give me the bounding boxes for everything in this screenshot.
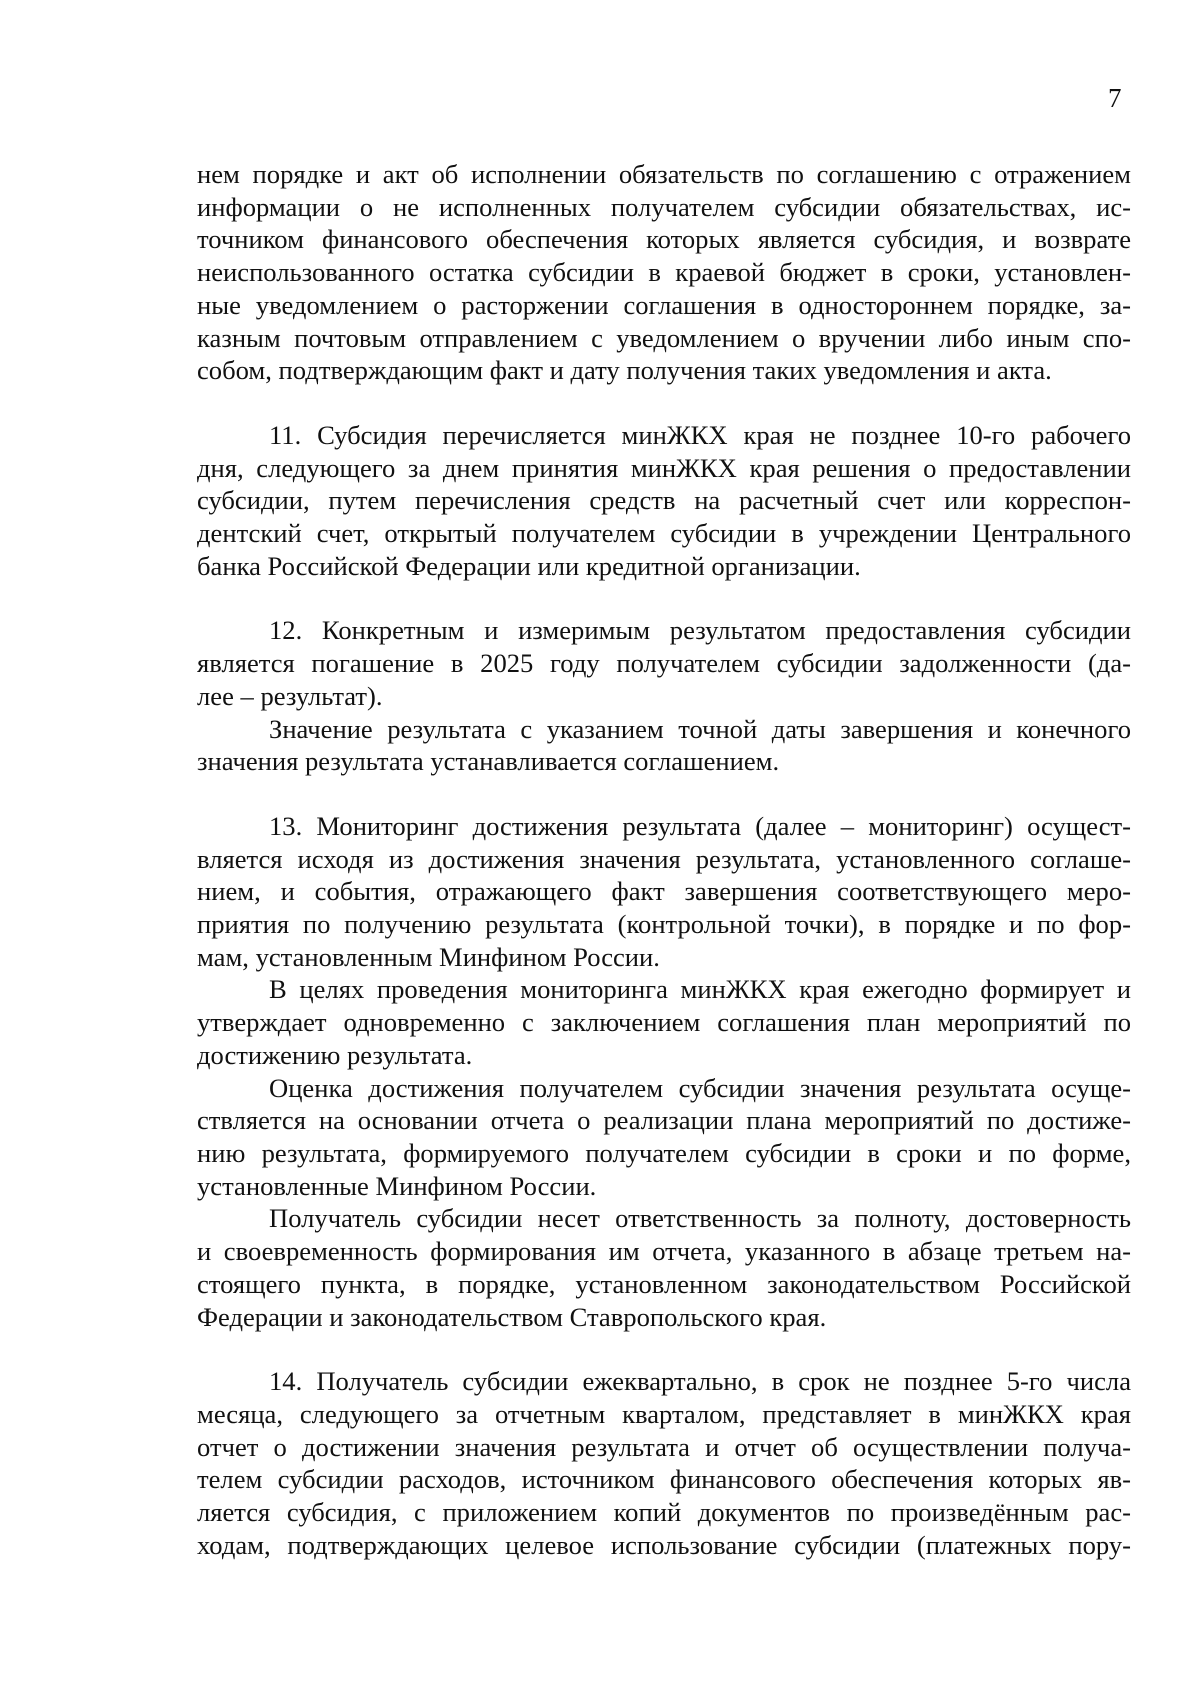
paragraph: [197, 713, 1131, 778]
text-line: В целях проведения мониторинга минЖКХ края ежегодно формирует и: [269, 974, 1131, 1005]
text-line: лее – результат).: [197, 680, 383, 711]
paragraph: [197, 158, 1131, 387]
text-line: нием, и события, отражающего факт завершения соответствующего меро-: [197, 876, 1131, 907]
text-line: месяца, следующего за отчетным кварталом, представляет в минЖКХ края: [197, 1398, 1131, 1429]
text-line: Получатель субсидии несет ответственность за полноту, достоверность: [269, 1203, 1131, 1234]
text-line: неиспользованного остатка субсидии в краевой бюджет в сроки, установлен-: [197, 257, 1131, 288]
text-line: Оценка достижения получателем субсидии значения результата осуще-: [269, 1072, 1131, 1103]
text-line: установленные Минфином России.: [197, 1170, 597, 1201]
text-line: значения результата устанавливается соглашением.: [197, 746, 780, 777]
paragraph: [197, 419, 1131, 583]
text-line: 14. Получатель субсидии ежеквартально, в срок не позднее 5-го числа: [269, 1366, 1131, 1397]
paragraph: [197, 1365, 1131, 1561]
paragraph: [197, 973, 1131, 1071]
paragraph: [197, 1072, 1131, 1203]
text-line: собом, подтверждающим факт и дату получения таких уведомления и акта.: [197, 355, 1052, 386]
text-line: нию результата, формируемого получателем субсидии в сроки и по форме,: [197, 1137, 1131, 1168]
text-line: точником финансового обеспечения которых является субсидия, и возврате: [197, 224, 1131, 255]
text-line: информации о не исполненных получателем субсидии обязательствах, ис-: [197, 191, 1131, 222]
text-line: 12. Конкретным и измеримым результатом предоставления субсидии: [269, 615, 1131, 646]
text-line: приятия по получению результата (контрольной точки), в порядке и по фор-: [197, 909, 1131, 940]
text-line: казным почтовым отправлением с уведомлением о вручении либо иным спо-: [197, 322, 1131, 353]
paragraph: [197, 810, 1131, 974]
text-line: Федерации и законодательством Ставропольского края.: [197, 1301, 827, 1332]
text-line: ные уведомлением о расторжении соглашения в одностороннем порядке, за-: [197, 289, 1131, 320]
text-line: телем субсидии расходов, источником финансового обеспечения которых яв-: [197, 1464, 1131, 1495]
text-line: 11. Субсидия перечисляется минЖКХ края не позднее 10-го рабочего: [269, 419, 1131, 450]
text-line: вляется исходя из достижения значения результата, установленного соглаше-: [197, 843, 1131, 874]
text-line: Значение результата с указанием точной даты завершения и конечного: [269, 713, 1131, 744]
text-line: мам, установленным Минфином России.: [197, 941, 660, 972]
page-number: 7: [1108, 83, 1122, 113]
text-line: отчет о достижении значения результата и отчет об осуществлении получа-: [197, 1431, 1131, 1462]
document-body: [197, 158, 1131, 1561]
text-line: нем порядке и акт об исполнении обязательств по соглашению с отражением: [197, 159, 1131, 189]
paragraph: [197, 614, 1131, 712]
text-line: 13. Мониторинг достижения результата (далее – мониторинг) осущест-: [269, 810, 1131, 841]
text-line: ствляется на основании отчета о реализации плана мероприятий по достиже-: [197, 1105, 1131, 1136]
text-line: и своевременность формирования им отчета, указанного в абзаце третьем на-: [197, 1236, 1131, 1267]
text-line: дня, следующего за днем принятия минЖКХ края решения о предоставлении: [197, 452, 1131, 483]
text-line: дентский счет, открытый получателем субсидии в учреждении Центрального: [197, 518, 1131, 549]
text-line: субсидии, путем перечисления средств на расчетный счет или корреспон-: [197, 485, 1131, 516]
text-line: ляется субсидия, с приложением копий документов по произведённым рас-: [197, 1497, 1131, 1528]
text-line: является погашение в 2025 году получателем субсидии задолженности (да-: [197, 648, 1131, 679]
text-line: стоящего пункта, в порядке, установленном законодательством Российской: [197, 1268, 1131, 1299]
text-line: утверждает одновременно с заключением соглашения план мероприятий по: [197, 1007, 1131, 1038]
text-line: банка Российской Федерации или кредитной организации.: [197, 550, 861, 581]
paragraph: [197, 1202, 1131, 1333]
text-line: ходам, подтверждающих целевое использование субсидии (платежных пору-: [197, 1529, 1131, 1560]
text-line: достижению результата.: [197, 1039, 473, 1070]
